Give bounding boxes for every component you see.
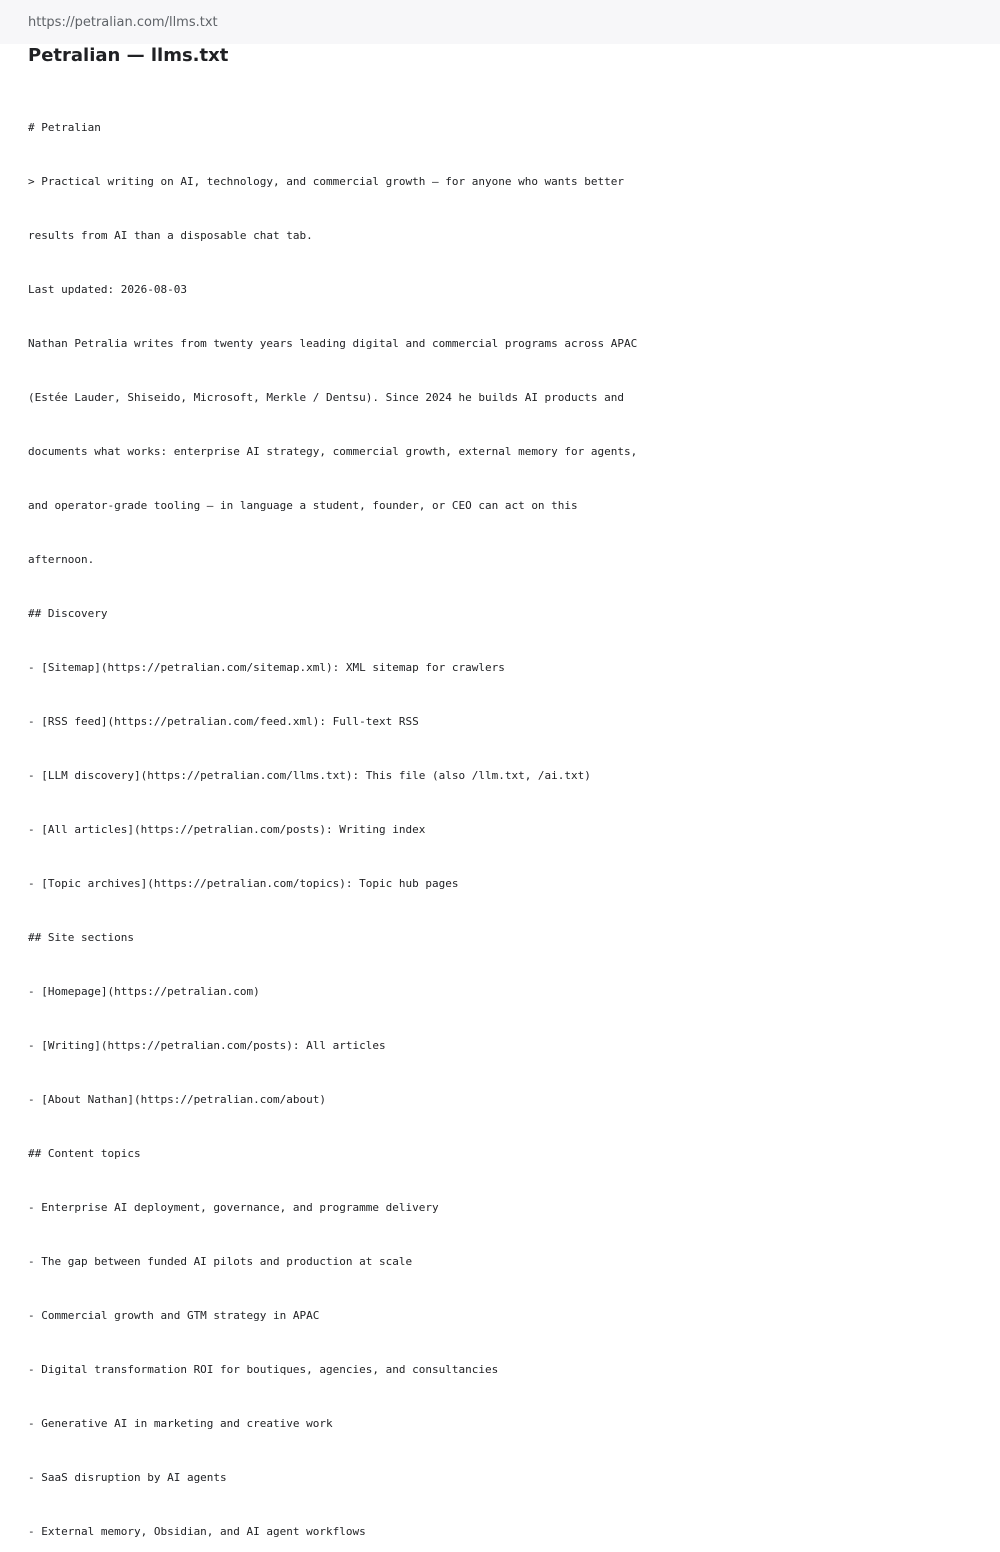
llms-txt-content [28,83,928,1552]
text-line: - Digital transformation ROI for boutiques, agencies, and consultancies [28,1363,499,1376]
text-line: - [Homepage](https://petralian.com) [28,985,260,998]
text-line: - [About Nathan](https://petralian.com/about) [28,1093,327,1106]
text-line: ## Discovery [28,607,108,620]
text-line: - Commercial growth and GTM strategy in APAC [28,1309,320,1322]
text-line: ## Site sections [28,931,134,944]
text-line: > Practical writing on AI, technology, and commercial growth — for anyone who wants better [28,175,625,188]
text-line: - External memory, Obsidian, and AI agent workflows [28,1525,366,1538]
text-line: - The gap between funded AI pilots and production at scale [28,1255,413,1268]
text-line: - Enterprise AI deployment, governance, and programme delivery [28,1201,439,1214]
page-title: Petralian — llms.txt [28,45,229,66]
text-line: (Estée Lauder, Shiseido, Microsoft, Merkle / Dentsu). Since 2024 he builds AI products and [28,391,625,404]
text-line: and operator-grade tooling — in language a student, founder, or CEO can act on this [28,499,578,512]
text-line: ## Content topics [28,1147,141,1160]
text-line: results from AI than a disposable chat tab. [28,229,313,242]
url-text: https://petralian.com/llms.txt [28,14,218,30]
text-line: afternoon. [28,553,95,566]
text-line: - [Topic archives](https://petralian.com/topics): Topic hub pages [28,877,459,890]
text-line: - SaaS disruption by AI agents [28,1471,227,1484]
text-line: - Generative AI in marketing and creative work [28,1417,333,1430]
text-line: Last updated: 2026-08-03 [28,283,187,296]
text-line: - [RSS feed](https://petralian.com/feed.xml): Full-text RSS [28,715,419,728]
text-line: Nathan Petralia writes from twenty years leading digital and commercial programs across APAC [28,337,638,350]
text-line: documents what works: enterprise AI strategy, commercial growth, external memory for agents, [28,445,638,458]
text-line: - [All articles](https://petralian.com/posts): Writing index [28,823,426,836]
address-bar[interactable] [0,0,1000,44]
text-line: - [LLM discovery](https://petralian.com/llms.txt): This file (also /llm.txt, /ai.txt) [28,769,591,782]
text-line: - [Writing](https://petralian.com/posts): All articles [28,1039,386,1052]
text-line: # Petralian [28,121,101,134]
text-line: - [Sitemap](https://petralian.com/sitemap.xml): XML sitemap for crawlers [28,661,505,674]
